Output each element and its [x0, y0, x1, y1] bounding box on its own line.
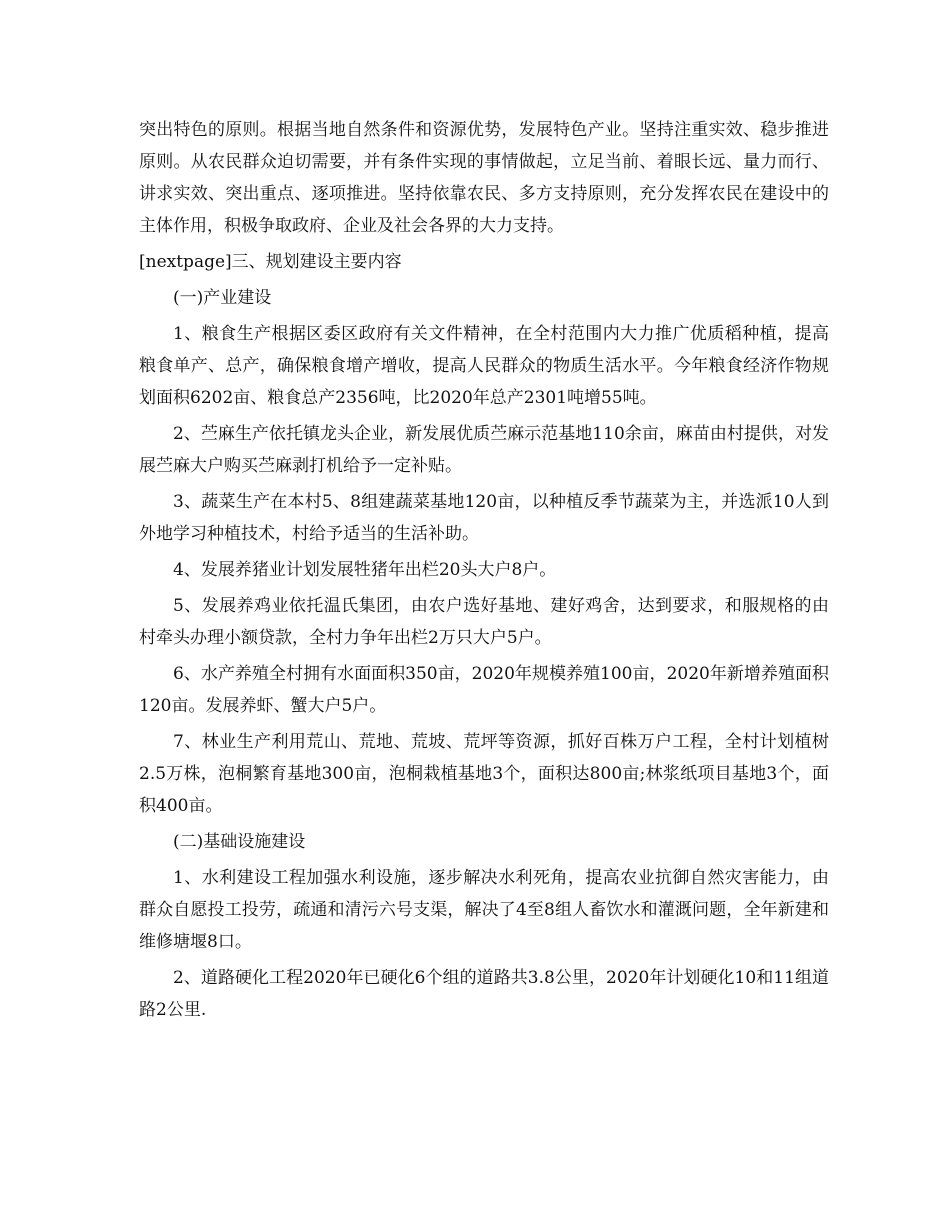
- paragraph-aquaculture: 6、水产养殖全村拥有水面面积350亩，2020年规模养殖100亩，2020年新增养殖面积120亩。发展养虾、蟹大户5户。: [139, 664, 829, 716]
- paragraph-ramie: 2、苎麻生产依托镇龙头企业，新发展优质苎麻示范基地110余亩，麻苗由村提供，对发展苎麻大户购买苎麻剥打机给予一定补贴。: [139, 424, 829, 476]
- paragraph-vegetables: 3、蔬菜生产在本村5、8组建蔬菜基地120亩，以种植反季节蔬菜为主，并选派10人到外地学习种植技术，村给予适当的生活补助。: [139, 492, 829, 544]
- document-body: [139, 114, 829, 1030]
- paragraph-water: 1、水利建设工程加强水利设施，逐步解决水利死角，提高农业抗御自然灾害能力，由群众自愿投工投劳，疏通和清污六号支渠，解决了4至8组人畜饮水和灌溉问题，全年新建和维修塘堰8口。: [139, 868, 829, 952]
- paragraph-principles: 突出特色的原则。根据当地自然条件和资源优势，发展特色产业。坚持注重实效、稳步推进原则。从农民群众迫切需要，并有条件实现的事情做起，立足当前、着眼长远、量力而行、讲求实效、突出重点、逐项推进。坚持依靠农民、多方支持原则，充分发挥农民在建设中的主体作用，积极争取政府、企业及社会各界的大力支持。: [139, 120, 829, 236]
- subheading-industry: (一)产业建设: [173, 288, 272, 308]
- paragraph-grain: 1、粮食生产根据区委区政府有关文件精神，在全村范围内大力推广优质稻种植，提高粮食单产、总产，确保粮食增产增收，提高人民群众的物质生活水平。今年粮食经济作物规划面积6202亩、粮食总产2356吨，比2020年总产2301吨增55吨。: [139, 324, 829, 408]
- paragraph-chickens: 5、发展养鸡业依托温氏集团，由农户选好基地、建好鸡舍，达到要求，和服规格的由村牵头办理小额贷款，全村力争年出栏2万只大户5户。: [139, 596, 829, 648]
- subheading-infrastructure: (二)基础设施建设: [173, 832, 306, 852]
- section-heading-planning: [nextpage]三、规划建设主要内容: [139, 252, 402, 272]
- paragraph-forestry: 7、林业生产利用荒山、荒地、荒坡、荒坪等资源，抓好百株万户工程，全村计划植树2.5万株，泡桐繁育基地300亩，泡桐栽植基地3个，面积达800亩;林浆纸项目基地3个，面积400亩。: [139, 732, 829, 816]
- paragraph-pigs: 4、发展养猪业计划发展牲猪年出栏20头大户8户。: [173, 560, 557, 580]
- paragraph-roads: 2、道路硬化工程2020年已硬化6个组的道路共3.8公里，2020年计划硬化10和11组道路2公里.: [139, 968, 829, 1020]
